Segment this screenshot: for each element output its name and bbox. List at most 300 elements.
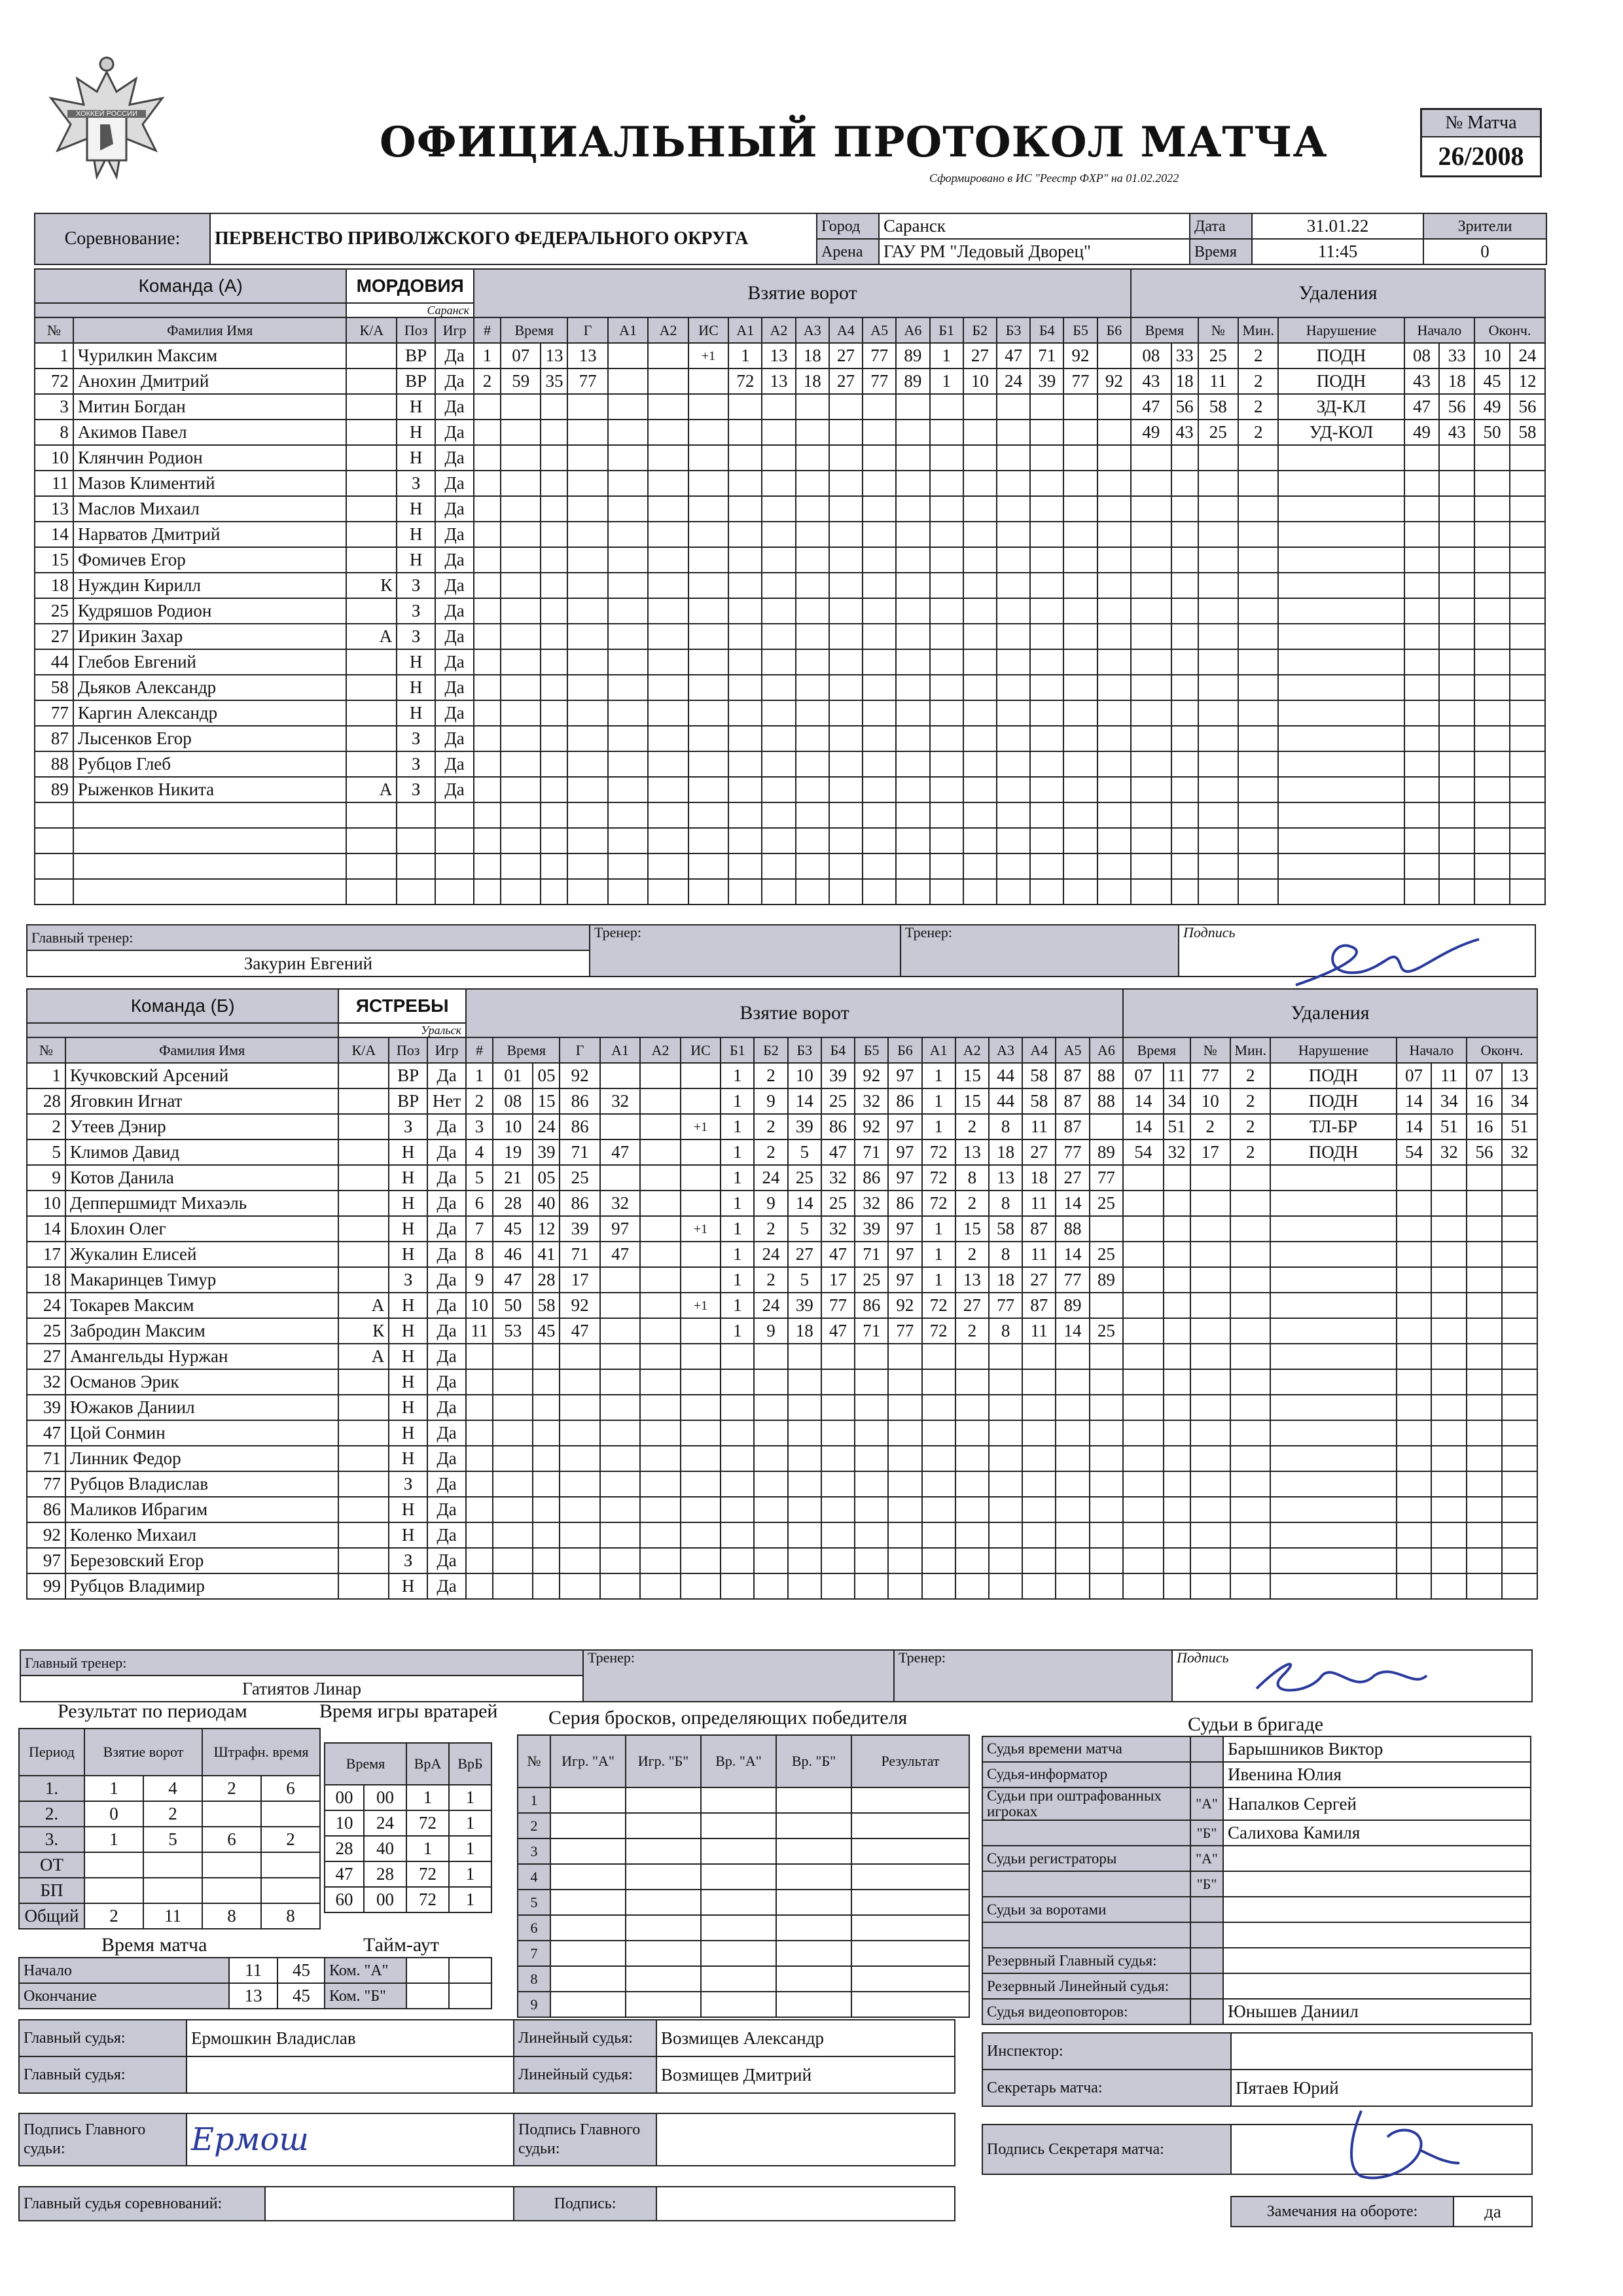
player-name [73, 853, 346, 879]
on-ice-player [930, 777, 963, 802]
penalty-minutes [1230, 1369, 1270, 1395]
player-number [35, 828, 73, 853]
goal-sec [541, 471, 567, 496]
player-role: А [338, 1293, 389, 1318]
penalty-start-s [1431, 1573, 1467, 1599]
on-ice-player: 1 [930, 368, 963, 394]
oncol-head-10: А5 [1056, 1037, 1089, 1063]
penalty-start-m: 47 [1404, 394, 1440, 420]
oncol-head-5: А6 [896, 317, 929, 343]
main-ref-signature: Ермош [187, 2113, 514, 2166]
goal-assist-2 [648, 802, 688, 828]
official-name: Салихова Камиля [1223, 1820, 1531, 1846]
penalty-minutes: 2 [1238, 343, 1278, 368]
penalty-minutes [1230, 1242, 1270, 1267]
on-ice-player: 88 [1090, 1088, 1124, 1114]
goalie-b: 1 [449, 1887, 491, 1912]
player-name: Блохин Олег [65, 1216, 338, 1242]
on-ice-player [997, 471, 1030, 496]
goal-min [493, 1471, 533, 1497]
penalty-player [1190, 1165, 1230, 1191]
penalty-foul: ПОДН [1278, 343, 1404, 368]
official-name [1223, 1846, 1531, 1871]
player-plays: Да [427, 1293, 466, 1318]
official-side: "Б" [1190, 1871, 1223, 1897]
penalty-end-s [1502, 1471, 1537, 1497]
player-row [35, 394, 1545, 420]
on-ice-player [728, 828, 762, 853]
on-ice-player [1090, 1114, 1124, 1139]
on-ice-player [762, 471, 795, 496]
penalty-minutes [1238, 624, 1278, 649]
penalty-foul [1278, 496, 1404, 522]
goal-situation [681, 1088, 721, 1114]
player-plays: Нет [427, 1088, 466, 1114]
penalty-minutes [1230, 1344, 1270, 1369]
on-ice-player: 71 [855, 1318, 888, 1344]
official-name [1223, 1948, 1531, 1973]
on-ice-player [728, 522, 762, 547]
on-ice-player [728, 726, 762, 751]
period-pim-a: 6 [202, 1827, 261, 1852]
goal-number [474, 598, 501, 624]
sign-b-label: Подпись [1172, 1650, 1532, 1702]
no-col-head: № [35, 317, 73, 343]
penalty-start-m [1404, 496, 1440, 522]
official-row [982, 1871, 1531, 1897]
penalty-sec [1171, 522, 1198, 547]
goal-number [466, 1344, 493, 1369]
match-end-label: Окончание [19, 1983, 229, 2009]
team-a-section [34, 268, 1546, 905]
goal-number: 4 [466, 1139, 493, 1165]
penalty-end-s [1510, 522, 1545, 547]
on-ice-player [963, 420, 997, 445]
player-position: Н [389, 1191, 427, 1216]
on-ice-player: 18 [989, 1267, 1022, 1293]
on-ice-player: 13 [989, 1165, 1022, 1191]
penalty-start-m: 54 [1397, 1139, 1432, 1165]
penalty-start-s [1431, 1471, 1467, 1497]
goalie-min: 47 [325, 1861, 364, 1887]
period-goals-b [143, 1852, 202, 1878]
goal-situation [688, 700, 728, 726]
player-position: З [397, 751, 435, 777]
shootout-title: Серия бросков, определяющих победителя [548, 1707, 908, 1729]
on-ice-player: 97 [888, 1216, 921, 1242]
penalty-sec [1164, 1344, 1190, 1369]
penalty-player: 2 [1190, 1114, 1230, 1139]
penalty-foul: ЗД-КЛ [1278, 394, 1404, 420]
goal-scorer [560, 1497, 599, 1522]
on-ice-player [829, 496, 863, 522]
goal-assist-1 [600, 1165, 640, 1191]
penalty-end-m [1467, 1369, 1502, 1395]
on-ice-player [963, 522, 997, 547]
player-position: Н [397, 420, 435, 445]
goals-title: Взятие ворот [474, 269, 1131, 317]
penalty-min [1131, 853, 1171, 879]
oncol-head-8: Б3 [997, 317, 1030, 343]
on-ice-player [1063, 828, 1097, 853]
on-ice-player [1097, 420, 1132, 445]
on-ice-player [796, 496, 829, 522]
on-ice-player: 32 [855, 1088, 888, 1114]
penalty-end-m [1474, 853, 1510, 879]
penalty-start-s [1439, 624, 1474, 649]
on-ice-player [997, 802, 1030, 828]
time: 11:45 [1252, 239, 1423, 264]
goal-assist-1 [600, 1369, 640, 1395]
on-ice-player [989, 1522, 1022, 1548]
penalty-end-m [1474, 471, 1510, 496]
line-ref-label-2: Линейный судья: [514, 2056, 656, 2093]
player-role [338, 1165, 389, 1191]
goal-situation [681, 1063, 721, 1088]
goal-situation [688, 547, 728, 573]
goal-assist-2 [648, 853, 688, 879]
player-name: Котов Данила [65, 1165, 338, 1191]
on-ice-player [863, 726, 896, 751]
goal-assist-1 [600, 1573, 640, 1599]
penalty-end-m [1474, 573, 1510, 598]
player-row [27, 1293, 1537, 1318]
penalty-min [1123, 1216, 1163, 1242]
pen-time-head: Время [1131, 317, 1198, 343]
player-name: Лысенков Егор [73, 726, 346, 751]
player-row [27, 1063, 1537, 1088]
on-ice-player: 11 [1022, 1242, 1056, 1267]
goal-situation [681, 1344, 721, 1369]
penalty-foul [1278, 649, 1404, 675]
on-ice-player: 92 [888, 1293, 921, 1318]
time-label: Время [1190, 239, 1252, 264]
penalty-end-m: 10 [1474, 343, 1510, 368]
penalty-start-m [1404, 777, 1440, 802]
player-position: Н [397, 445, 435, 471]
goal-min [501, 420, 541, 445]
goal-min [493, 1344, 533, 1369]
on-ice-player [888, 1522, 921, 1548]
penalty-foul [1270, 1216, 1396, 1242]
on-ice-player [1056, 1522, 1089, 1548]
on-ice-player [1090, 1369, 1124, 1395]
shootout-cell [851, 1787, 969, 1813]
penalty-player [1190, 1267, 1230, 1293]
on-ice-player: 18 [989, 1139, 1022, 1165]
goal-min [501, 802, 541, 828]
on-ice-player [762, 751, 795, 777]
on-ice-player: 1 [922, 1088, 955, 1114]
goal-assist-2 [648, 573, 688, 598]
penalty-minutes [1230, 1420, 1270, 1446]
on-ice-player: 2 [754, 1114, 787, 1139]
penalty-minutes [1230, 1497, 1270, 1522]
player-name [73, 828, 346, 853]
goal-scorer [567, 802, 607, 828]
oncol-head-1: А2 [762, 317, 795, 343]
player-name: Рубцов Владислав [65, 1471, 338, 1497]
penalty-start-m [1397, 1344, 1432, 1369]
on-ice-player [762, 547, 795, 573]
goal-number [474, 445, 501, 471]
generated-note: Сформировано в ИС "Реестр ФХР" на 01.02.2022 [929, 171, 1179, 185]
goal-scorer: 86 [560, 1114, 599, 1139]
on-ice-player [762, 573, 795, 598]
on-ice-player [1063, 700, 1097, 726]
on-ice-player: 87 [1022, 1216, 1056, 1242]
sign-main2-label: Подпись Главного судьи: [514, 2113, 656, 2166]
goal-situation [688, 420, 728, 445]
goal-scorer: 92 [560, 1063, 599, 1088]
penalty-foul [1278, 573, 1404, 598]
player-name: Османов Эрик [65, 1369, 338, 1395]
penalty-start-m: 14 [1397, 1114, 1432, 1139]
remarks-table [1230, 2196, 1533, 2227]
timeout-table [324, 1957, 492, 2009]
penalty-sec [1171, 496, 1198, 522]
penalty-end-m [1474, 649, 1510, 675]
on-ice-player [788, 1573, 821, 1599]
penalty-minutes [1230, 1293, 1270, 1318]
player-position [397, 879, 435, 905]
pos-col-head: Поз [397, 317, 435, 343]
on-ice-player: 27 [955, 1293, 989, 1318]
penalty-min [1123, 1165, 1163, 1191]
goal-scorer [567, 547, 607, 573]
player-row [35, 598, 1545, 624]
on-ice-player [829, 394, 863, 420]
shootout-cell [626, 1941, 701, 1966]
penalty-foul [1270, 1420, 1396, 1446]
goal-assist-1 [608, 598, 648, 624]
penalty-start-s [1439, 879, 1474, 905]
team-label-fill [35, 303, 346, 317]
penalty-end-m [1474, 547, 1510, 573]
on-ice-player: 27 [1056, 1165, 1089, 1191]
penalty-end-m [1467, 1318, 1502, 1344]
goal-no-head: # [466, 1037, 493, 1063]
penalty-start-m [1397, 1242, 1432, 1267]
on-ice-player: 14 [1056, 1242, 1089, 1267]
on-ice-player [888, 1420, 921, 1446]
penalty-start-s: 11 [1431, 1063, 1467, 1088]
on-ice-player [989, 1395, 1022, 1420]
official-side [1190, 1948, 1223, 1973]
match-number: 26/2008 [1438, 141, 1524, 171]
goal-sec [541, 522, 567, 547]
on-ice-player [728, 802, 762, 828]
competition-label: Соревнование: [35, 213, 210, 264]
goalie-sec: 00 [364, 1785, 406, 1810]
on-ice-player [930, 522, 963, 547]
penalty-sec [1171, 624, 1198, 649]
goal-number [466, 1369, 493, 1395]
on-ice-player [930, 700, 963, 726]
on-ice-player: 2 [955, 1114, 989, 1139]
goal-sec [541, 802, 567, 828]
penalty-player [1198, 853, 1238, 879]
penalty-start-s [1439, 751, 1474, 777]
goal-number [474, 675, 501, 700]
goal-number [466, 1548, 493, 1573]
penalty-foul: ПОДН [1278, 368, 1404, 394]
goal-situation [681, 1522, 721, 1548]
official-row [982, 1897, 1531, 1922]
goal-min [501, 828, 541, 853]
on-ice-player: 11 [1022, 1318, 1056, 1344]
player-position: Н [397, 649, 435, 675]
goal-min: 08 [493, 1088, 533, 1114]
on-ice-player [1063, 802, 1097, 828]
player-name: Анохин Дмитрий [73, 368, 346, 394]
player-position: Н [397, 675, 435, 700]
player-role [346, 343, 397, 368]
penalty-start-s: 32 [1431, 1139, 1467, 1165]
on-ice-player: 89 [896, 343, 929, 368]
player-role [346, 700, 397, 726]
on-ice-player: 8 [989, 1114, 1022, 1139]
goal-scorer [567, 496, 607, 522]
on-ice-player: 25 [1090, 1242, 1124, 1267]
on-ice-player: 1 [721, 1114, 754, 1139]
goal-situation [688, 649, 728, 675]
penalty-start-s [1439, 700, 1474, 726]
on-ice-player: 27 [1022, 1267, 1056, 1293]
on-ice-player [728, 420, 762, 445]
signatures-table [18, 2113, 955, 2166]
on-ice-player [963, 853, 997, 879]
goal-assist-2 [640, 1573, 680, 1599]
penalty-foul [1278, 777, 1404, 802]
goal-situation [688, 879, 728, 905]
on-ice-player: 77 [1056, 1267, 1089, 1293]
player-number: 15 [35, 547, 73, 573]
penalty-end-s [1502, 1267, 1537, 1293]
goal-assist-2 [640, 1114, 680, 1139]
goal-assist-2 [640, 1139, 680, 1165]
goal-assist-2 [648, 828, 688, 853]
shootout-cell [776, 1992, 851, 2017]
on-ice-player [930, 547, 963, 573]
on-ice-player [863, 547, 896, 573]
player-number [35, 879, 73, 905]
date: 31.01.22 [1252, 213, 1423, 239]
goal-min: 59 [501, 368, 541, 394]
on-ice-player [1030, 547, 1063, 573]
on-ice-player [855, 1344, 888, 1369]
sign-main-label: Подпись Главного судьи: [19, 2113, 187, 2166]
on-ice-player [728, 547, 762, 573]
official-name: Юнышев Даниил [1223, 1999, 1531, 2024]
on-ice-player [788, 1522, 821, 1548]
on-ice-player [796, 853, 829, 879]
on-ice-player: 77 [821, 1293, 855, 1318]
penalty-min [1131, 751, 1171, 777]
goalie-time-head: Время [325, 1743, 406, 1785]
player-number: 32 [27, 1369, 65, 1395]
pen-end-head: Оконч. [1474, 317, 1545, 343]
on-ice-player [896, 547, 929, 573]
player-name: Фомичев Егор [73, 547, 346, 573]
goal-number: 9 [466, 1267, 493, 1293]
play-col-head: Игр [427, 1037, 466, 1063]
penalty-start-m [1404, 828, 1440, 853]
penalty-start-m [1404, 751, 1440, 777]
on-ice-player: 39 [788, 1114, 821, 1139]
penalty-sec [1164, 1242, 1190, 1267]
player-number: 97 [27, 1548, 65, 1573]
goal-col-head-3: ИС [681, 1037, 721, 1063]
on-ice-player: 25 [788, 1165, 821, 1191]
arena: ГАУ РМ "Ледовый Дворец" [879, 239, 1190, 264]
penalty-minutes [1238, 700, 1278, 726]
penalty-end-s [1510, 700, 1545, 726]
on-ice-player [997, 777, 1030, 802]
goal-situation: +1 [688, 343, 728, 368]
player-name: Деппершмидт Михаэль [65, 1191, 338, 1216]
goal-assist-2 [640, 1267, 680, 1293]
penalty-min [1131, 547, 1171, 573]
period-goals-b [143, 1878, 202, 1903]
on-ice-player [1056, 1497, 1089, 1522]
penalty-sec [1171, 445, 1198, 471]
on-ice-player [762, 496, 795, 522]
on-ice-player [762, 879, 795, 905]
on-ice-player [896, 751, 929, 777]
on-ice-player: 27 [788, 1242, 821, 1267]
referees-table [18, 2019, 955, 2094]
period-pim-a: 8 [202, 1903, 261, 1929]
goal-situation: +1 [681, 1293, 721, 1318]
player-plays: Да [427, 1242, 466, 1267]
penalty-end-m [1467, 1242, 1502, 1267]
on-ice-player [997, 547, 1030, 573]
goal-assist-2 [640, 1522, 680, 1548]
penalty-foul [1270, 1165, 1396, 1191]
player-position: З [389, 1548, 427, 1573]
on-ice-player: 27 [829, 368, 863, 394]
on-ice-player: 44 [989, 1063, 1022, 1088]
on-ice-player: 2 [754, 1139, 787, 1165]
player-row [35, 496, 1545, 522]
penalty-sec [1164, 1395, 1190, 1420]
official-side [1190, 1973, 1223, 1999]
penalty-start-m [1404, 649, 1440, 675]
player-name: Маслов Михаил [73, 496, 346, 522]
goal-number [466, 1497, 493, 1522]
shootout-cell [851, 1966, 969, 1992]
penalty-end-m: 16 [1467, 1114, 1502, 1139]
on-ice-player [1030, 751, 1063, 777]
official-row [982, 1736, 1531, 1762]
on-ice-player: 2 [955, 1242, 989, 1267]
goal-sec [541, 573, 567, 598]
on-ice-player [796, 547, 829, 573]
goal-sec [541, 777, 567, 802]
penalty-start-s [1439, 649, 1474, 675]
pen-foul-head: Нарушение [1278, 317, 1404, 343]
player-name [73, 802, 346, 828]
on-ice-player [1022, 1548, 1056, 1573]
on-ice-player: 32 [821, 1165, 855, 1191]
player-role: А [338, 1344, 389, 1369]
goal-situation [681, 1395, 721, 1420]
goalie-a: 72 [406, 1810, 449, 1836]
on-ice-player: 27 [963, 343, 997, 368]
penalty-start-m [1404, 726, 1440, 751]
on-ice-player: 77 [1056, 1139, 1089, 1165]
